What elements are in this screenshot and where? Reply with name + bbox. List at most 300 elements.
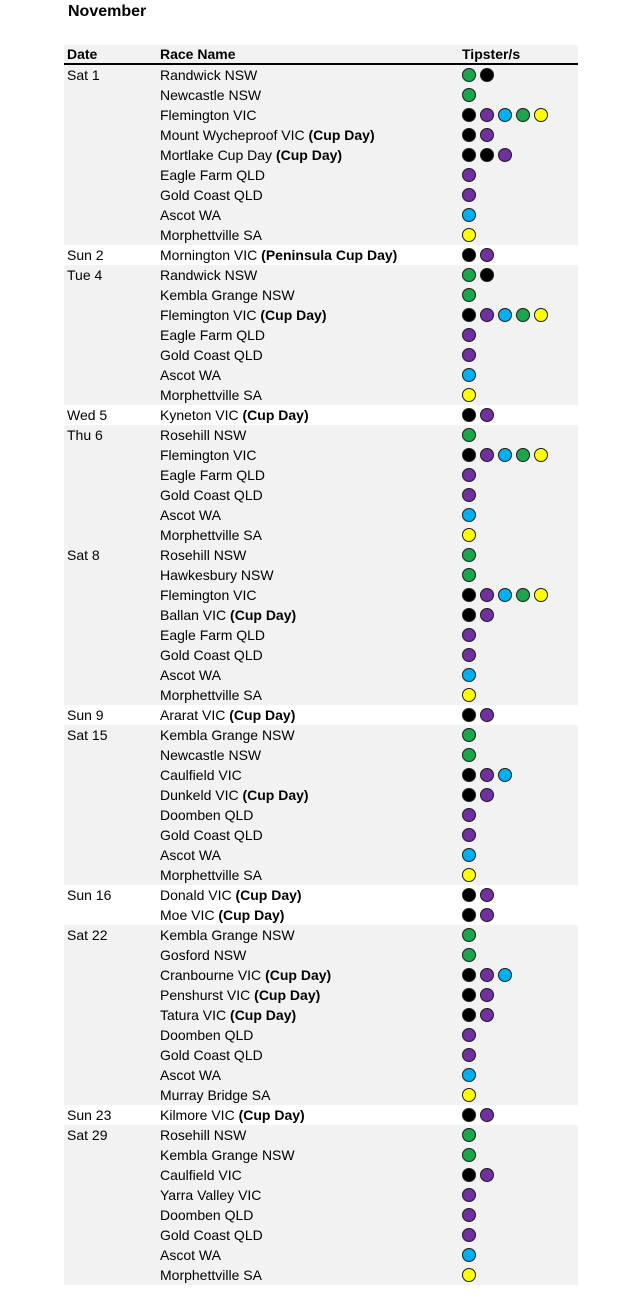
tipster-dots xyxy=(462,428,480,442)
tipster-dot-icon xyxy=(462,368,476,382)
date-group xyxy=(64,1125,578,1285)
race-name xyxy=(160,725,295,745)
race-name xyxy=(160,1165,242,1185)
race-venue: Dunkeld VIC xyxy=(160,787,243,803)
tipster-dot-icon xyxy=(462,548,476,562)
race-venue: Mortlake Cup Day xyxy=(160,147,276,163)
table-row xyxy=(64,785,578,805)
race-name xyxy=(160,445,256,465)
tipster-dot-icon xyxy=(462,308,476,322)
table-row xyxy=(64,565,578,585)
table-row xyxy=(64,965,578,985)
race-name xyxy=(160,1145,295,1165)
race-name xyxy=(160,1225,263,1245)
cup-day-tag: (Cup Day) xyxy=(235,887,302,903)
tipster-dots xyxy=(462,1128,480,1142)
tipster-dots xyxy=(462,408,498,422)
race-venue: Gold Coast QLD xyxy=(160,187,263,203)
race-venue: Ascot WA xyxy=(160,847,221,863)
race-name xyxy=(160,645,263,665)
tipster-dot-icon xyxy=(462,988,476,1002)
tipster-dot-icon xyxy=(462,648,476,662)
cup-day-tag: (Cup Day) xyxy=(230,1007,297,1023)
tipster-dot-icon xyxy=(462,448,476,462)
table-row xyxy=(64,145,578,165)
tipster-dot-icon xyxy=(462,348,476,362)
race-venue: Eagle Farm QLD xyxy=(160,167,266,183)
date-group xyxy=(64,925,578,1105)
tipster-dot-icon xyxy=(480,708,494,722)
tipster-dots xyxy=(462,308,552,322)
table-row xyxy=(64,725,578,745)
table-row xyxy=(64,1105,578,1125)
tipster-dot-icon xyxy=(516,308,530,322)
tipster-dots xyxy=(462,648,480,662)
race-name xyxy=(160,1125,246,1145)
table-row xyxy=(64,385,578,405)
tipster-dot-icon xyxy=(462,168,476,182)
race-venue: Newcastle NSW xyxy=(160,87,262,103)
race-name xyxy=(160,1045,263,1065)
race-name xyxy=(160,85,261,105)
tipster-dot-icon xyxy=(516,108,530,122)
race-venue: Ascot WA xyxy=(160,367,221,383)
cup-day-tag: (Cup Day) xyxy=(275,147,343,163)
tipster-dot-icon xyxy=(498,448,512,462)
tipster-dot-icon xyxy=(480,608,494,622)
tipster-dot-icon xyxy=(480,988,494,1002)
tipster-dots xyxy=(462,1008,498,1022)
tipster-dot-icon xyxy=(462,108,476,122)
date-group xyxy=(64,545,578,705)
table-row xyxy=(64,865,578,885)
tipster-dot-icon xyxy=(462,408,476,422)
race-venue: Rosehill NSW xyxy=(160,547,247,563)
table-body xyxy=(64,65,578,1285)
race-name xyxy=(160,1065,221,1085)
race-venue: Kilmore VIC xyxy=(160,1107,239,1123)
race-name xyxy=(160,985,320,1005)
cup-day-tag: (Cup Day) xyxy=(254,987,321,1003)
race-name xyxy=(160,625,265,645)
tipster-dot-icon xyxy=(462,1068,476,1082)
race-venue: Gold Coast QLD xyxy=(160,647,263,663)
race-venue: Caulfield VIC xyxy=(160,767,242,783)
table-row xyxy=(64,985,578,1005)
tipster-dots xyxy=(462,548,480,562)
date-group xyxy=(64,265,578,405)
table-row xyxy=(64,1125,578,1145)
race-venue: Morphettville SA xyxy=(160,387,262,403)
table-row xyxy=(64,205,578,225)
tipster-dot-icon xyxy=(462,488,476,502)
tipster-dot-icon xyxy=(480,68,494,82)
tipster-dots xyxy=(462,468,480,482)
race-name xyxy=(160,1265,262,1285)
race-date: Sat 1 xyxy=(67,67,100,83)
race-name xyxy=(160,585,256,605)
tipster-dot-icon xyxy=(480,768,494,782)
table-row xyxy=(64,105,578,125)
table-row xyxy=(64,1185,578,1205)
tipster-dot-icon xyxy=(462,768,476,782)
race-venue: Kyneton VIC xyxy=(160,407,243,423)
race-name xyxy=(160,1005,296,1025)
table-row xyxy=(64,325,578,345)
race-date: Sun 16 xyxy=(67,887,112,903)
tipster-dot-icon xyxy=(462,1128,476,1142)
header-race-name: Race Name xyxy=(160,46,236,62)
race-name xyxy=(160,425,246,445)
race-venue: Ascot WA xyxy=(160,1067,221,1083)
table-row xyxy=(64,605,578,625)
race-venue: Gold Coast QLD xyxy=(160,1047,263,1063)
table-row xyxy=(64,1145,578,1165)
race-name xyxy=(160,805,253,825)
table-row xyxy=(64,905,578,925)
race-name xyxy=(160,665,221,685)
tipster-dots xyxy=(462,668,480,682)
tipster-dots xyxy=(462,748,480,762)
table-row xyxy=(64,505,578,525)
tipster-dot-icon xyxy=(462,1108,476,1122)
tipster-dot-icon xyxy=(462,1248,476,1262)
tipster-dot-icon xyxy=(480,1108,494,1122)
cup-day-tag: (Cup Day) xyxy=(238,1107,305,1123)
table-row xyxy=(64,1165,578,1185)
table-row xyxy=(64,545,578,565)
tipster-dots xyxy=(462,688,480,702)
race-name xyxy=(160,945,246,965)
race-name xyxy=(160,845,221,865)
tipster-dots xyxy=(462,568,480,582)
tipster-dot-icon xyxy=(462,1168,476,1182)
tipster-dot-icon xyxy=(462,1088,476,1102)
table-row xyxy=(64,425,578,445)
race-venue: Hawkesbury NSW xyxy=(160,567,274,583)
tipster-dot-icon xyxy=(462,528,476,542)
tipster-dot-icon xyxy=(534,588,548,602)
table-row xyxy=(64,1065,578,1085)
race-name xyxy=(160,825,263,845)
table-row xyxy=(64,685,578,705)
tipster-dots xyxy=(462,288,480,302)
table-row xyxy=(64,945,578,965)
tipster-dots xyxy=(462,68,498,82)
table-row xyxy=(64,125,578,145)
race-venue: Murray Bridge SA xyxy=(160,1087,271,1103)
table-row xyxy=(64,65,578,85)
race-venue: Morphettville SA xyxy=(160,527,262,543)
race-name xyxy=(160,705,295,725)
tipster-dots xyxy=(462,388,480,402)
race-venue: Kembla Grange NSW xyxy=(160,287,295,303)
tipster-dot-icon xyxy=(462,1008,476,1022)
tipster-dot-icon xyxy=(498,308,512,322)
tipster-dots xyxy=(462,348,480,362)
race-date: Sat 22 xyxy=(67,927,108,943)
tipster-dot-icon xyxy=(498,968,512,982)
tipster-dot-icon xyxy=(462,848,476,862)
race-date: Sun 2 xyxy=(67,247,104,263)
table-row xyxy=(64,765,578,785)
tipster-dot-icon xyxy=(462,708,476,722)
race-name xyxy=(160,265,257,285)
tipster-dots xyxy=(462,1268,480,1282)
race-date: Thu 6 xyxy=(67,427,103,443)
race-venue: Gosford NSW xyxy=(160,947,247,963)
race-name xyxy=(160,745,261,765)
race-name xyxy=(160,1025,253,1045)
race-venue: Penshurst VIC xyxy=(160,987,255,1003)
tipster-dot-icon xyxy=(480,108,494,122)
tipster-dots xyxy=(462,228,480,242)
tipster-dots xyxy=(462,88,480,102)
race-name xyxy=(160,785,309,805)
race-name xyxy=(160,165,265,185)
tipster-dots xyxy=(462,488,480,502)
tipster-dot-icon xyxy=(462,468,476,482)
tipster-dot-icon xyxy=(462,228,476,242)
race-name xyxy=(160,905,284,925)
tipster-dots xyxy=(462,1208,480,1222)
tipster-dots xyxy=(462,728,480,742)
race-venue: Kembla Grange NSW xyxy=(160,1147,295,1163)
race-name xyxy=(160,685,262,705)
tipster-dots xyxy=(462,988,498,1002)
race-date: Sat 15 xyxy=(67,727,108,743)
tipster-dots xyxy=(462,608,498,622)
race-name xyxy=(160,525,262,545)
race-venue: Randwick NSW xyxy=(160,67,258,83)
tipster-dot-icon xyxy=(462,788,476,802)
tipster-dot-icon xyxy=(462,1148,476,1162)
tipster-dot-icon xyxy=(462,808,476,822)
race-venue: Doomben QLD xyxy=(160,807,254,823)
tipster-dots xyxy=(462,768,516,782)
race-venue: Morphettville SA xyxy=(160,687,262,703)
tipster-dot-icon xyxy=(480,128,494,142)
tipster-dot-icon xyxy=(462,1048,476,1062)
tipster-dot-icon xyxy=(462,1188,476,1202)
tipster-dots xyxy=(462,708,498,722)
race-name xyxy=(160,145,342,165)
table-row xyxy=(64,925,578,945)
race-name xyxy=(160,565,274,585)
race-name xyxy=(160,885,302,905)
tipster-dot-icon xyxy=(462,828,476,842)
date-group xyxy=(64,425,578,545)
table-row xyxy=(64,585,578,605)
tipster-dot-icon xyxy=(462,728,476,742)
tipster-dots xyxy=(462,1088,480,1102)
race-venue: Ascot WA xyxy=(160,507,221,523)
race-name xyxy=(160,365,221,385)
tipster-dot-icon xyxy=(462,968,476,982)
tipster-dot-icon xyxy=(462,1028,476,1042)
table-row xyxy=(64,525,578,545)
date-group xyxy=(64,705,578,725)
tipster-dot-icon xyxy=(462,748,476,762)
cup-day-tag: (Cup Day) xyxy=(230,607,297,623)
tipster-dot-icon xyxy=(462,268,476,282)
tipster-dots xyxy=(462,1108,498,1122)
table-row xyxy=(64,705,578,725)
race-venue: Cranbourne VIC xyxy=(160,967,266,983)
race-venue: Rosehill NSW xyxy=(160,1127,247,1143)
race-venue: Flemington VIC xyxy=(160,587,257,603)
tipster-dots xyxy=(462,188,480,202)
table-row xyxy=(64,645,578,665)
race-name xyxy=(160,1085,270,1105)
race-name xyxy=(160,605,296,625)
table-row xyxy=(64,365,578,385)
date-group xyxy=(64,405,578,425)
date-group xyxy=(64,885,578,925)
race-name xyxy=(160,1205,253,1225)
race-venue: Ascot WA xyxy=(160,667,221,683)
header-tipsters: Tipster/s xyxy=(462,46,521,62)
cup-day-tag: (Cup Day) xyxy=(242,787,309,803)
race-venue: Gold Coast QLD xyxy=(160,487,263,503)
tipster-dot-icon xyxy=(462,288,476,302)
tipster-dot-icon xyxy=(462,508,476,522)
tipster-dot-icon xyxy=(462,248,476,262)
race-name xyxy=(160,305,327,325)
table-row xyxy=(64,625,578,645)
race-venue: Ascot WA xyxy=(160,207,221,223)
tipster-dots xyxy=(462,168,480,182)
cup-day-tag: (Cup Day) xyxy=(242,407,309,423)
tipster-dot-icon xyxy=(462,208,476,222)
race-name xyxy=(160,505,221,525)
tipster-dot-icon xyxy=(480,408,494,422)
race-venue: Doomben QLD xyxy=(160,1027,254,1043)
tipster-dot-icon xyxy=(462,608,476,622)
tipster-dot-icon xyxy=(480,1168,494,1182)
tipster-dots xyxy=(462,868,480,882)
tipster-dot-icon xyxy=(480,268,494,282)
table-row xyxy=(64,165,578,185)
tipster-dot-icon xyxy=(462,88,476,102)
race-venue: Flemington VIC xyxy=(160,447,257,463)
table-row xyxy=(64,305,578,325)
race-name xyxy=(160,245,397,265)
race-venue: Gold Coast QLD xyxy=(160,1227,263,1243)
table-row xyxy=(64,1225,578,1245)
table-row xyxy=(64,1025,578,1045)
tipster-dot-icon xyxy=(480,788,494,802)
tipster-dots xyxy=(462,908,498,922)
tipster-dots xyxy=(462,268,498,282)
cup-day-tag: (Cup Day) xyxy=(308,127,375,143)
race-venue: Doomben QLD xyxy=(160,1207,254,1223)
race-venue: Eagle Farm QLD xyxy=(160,627,266,643)
tipster-dot-icon xyxy=(462,1228,476,1242)
tipster-dot-icon xyxy=(462,668,476,682)
race-venue: Morphettville SA xyxy=(160,227,262,243)
race-venue: Donald VIC xyxy=(160,887,236,903)
cup-day-tag: (Cup Day) xyxy=(260,307,327,323)
tipster-dots xyxy=(462,1188,480,1202)
race-venue: Moe VIC xyxy=(160,907,219,923)
tipster-dot-icon xyxy=(498,768,512,782)
tipster-dots xyxy=(462,828,480,842)
tipster-dots xyxy=(462,788,498,802)
race-table xyxy=(64,45,578,1285)
table-row xyxy=(64,1205,578,1225)
tipster-dots xyxy=(462,508,480,522)
race-name xyxy=(160,345,263,365)
race-name xyxy=(160,485,263,505)
date-group xyxy=(64,725,578,885)
race-name xyxy=(160,385,262,405)
race-venue: Flemington VIC xyxy=(160,307,261,323)
tipster-dots xyxy=(462,1228,480,1242)
race-name xyxy=(160,465,265,485)
tipster-dot-icon xyxy=(516,448,530,462)
tipster-dots xyxy=(462,1028,480,1042)
tipster-dot-icon xyxy=(462,188,476,202)
tipster-dots xyxy=(462,1248,480,1262)
tipster-dots xyxy=(462,528,480,542)
tipster-dot-icon xyxy=(462,688,476,702)
race-venue: Mount Wycheproof VIC xyxy=(160,127,309,143)
race-venue: Ararat VIC xyxy=(160,707,230,723)
race-name xyxy=(160,65,257,85)
race-venue: Gold Coast QLD xyxy=(160,827,263,843)
table-row xyxy=(64,1085,578,1105)
tipster-dot-icon xyxy=(462,1268,476,1282)
race-name xyxy=(160,925,295,945)
tipster-dot-icon xyxy=(462,388,476,402)
race-name xyxy=(160,865,262,885)
table-row xyxy=(64,285,578,305)
table-row xyxy=(64,445,578,465)
race-name xyxy=(160,765,242,785)
tipster-dot-icon xyxy=(480,908,494,922)
race-venue: Morphettville SA xyxy=(160,867,262,883)
race-venue: Gold Coast QLD xyxy=(160,347,263,363)
tipster-dot-icon xyxy=(480,308,494,322)
tipster-dot-icon xyxy=(480,888,494,902)
race-venue: Kembla Grange NSW xyxy=(160,927,295,943)
table-row xyxy=(64,85,578,105)
header-date: Date xyxy=(67,46,98,62)
race-name xyxy=(160,285,295,305)
tipster-dot-icon xyxy=(462,428,476,442)
table-header xyxy=(64,45,578,65)
table-row xyxy=(64,1045,578,1065)
tipster-dots xyxy=(462,128,498,142)
table-row xyxy=(64,805,578,825)
race-name xyxy=(160,1105,305,1125)
date-group xyxy=(64,65,578,245)
tipster-dots xyxy=(462,368,480,382)
cup-day-tag: (Cup Day) xyxy=(218,907,285,923)
tipster-dot-icon xyxy=(462,68,476,82)
tipster-dot-icon xyxy=(462,588,476,602)
table-row xyxy=(64,225,578,245)
tipster-dot-icon xyxy=(462,868,476,882)
tipster-dot-icon xyxy=(498,588,512,602)
table-row xyxy=(64,1265,578,1285)
table-row xyxy=(64,745,578,765)
tipster-dot-icon xyxy=(462,928,476,942)
tipster-dot-icon xyxy=(480,148,494,162)
tipster-dots xyxy=(462,888,498,902)
race-name xyxy=(160,105,256,125)
